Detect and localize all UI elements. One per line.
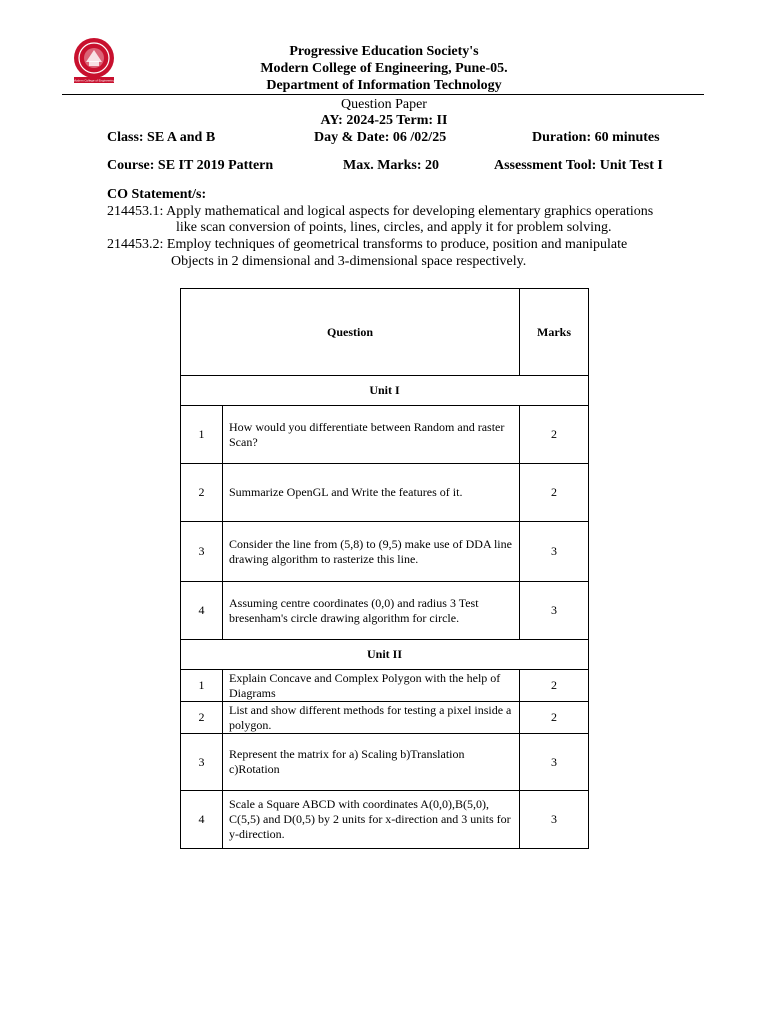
question-column-header: Question <box>181 289 520 376</box>
question-marks: 2 <box>520 406 589 464</box>
question-text: Summarize OpenGL and Write the features of it. <box>223 464 520 522</box>
question-marks: 3 <box>520 791 589 849</box>
table-row <box>181 406 589 464</box>
question-number: 3 <box>181 522 223 582</box>
question-text: Assuming centre coordinates (0,0) and radius 3 Test bresenham's circle drawing algorithm for circle. <box>223 582 520 640</box>
question-text: Represent the matrix for a) Scaling b)Translation c)Rotation <box>223 734 520 791</box>
unit-title: Unit II <box>181 640 589 670</box>
question-number: 4 <box>181 582 223 640</box>
co-statement-2 <box>107 237 627 253</box>
question-marks: 3 <box>520 522 589 582</box>
question-text: Consider the line from (5,8) to (9,5) make use of DDA line drawing algorithm to rasterize this line. <box>223 522 520 582</box>
table-row <box>181 670 589 702</box>
table-header-row <box>181 289 589 376</box>
table-row <box>181 702 589 734</box>
unit-row <box>181 640 589 670</box>
college-name: Modern College of Engineering, Pune-05. <box>260 61 508 76</box>
header-rule <box>62 94 704 95</box>
question-number: 2 <box>181 702 223 734</box>
question-number: 4 <box>181 791 223 849</box>
assessment-tool-info: Assessment Tool: Unit Test I <box>494 158 663 173</box>
co-code: 214453.1 <box>107 204 160 219</box>
question-text: How would you differentiate between Random and raster Scan? <box>223 406 520 464</box>
question-text: Explain Concave and Complex Polygon with the help of Diagrams <box>223 670 520 702</box>
paper-title: Question Paper <box>341 97 427 112</box>
question-number: 3 <box>181 734 223 791</box>
ay-term: AY: 2024-25 Term: II <box>320 113 448 128</box>
question-marks: 3 <box>520 582 589 640</box>
unit-row <box>181 376 589 406</box>
co-text: : Apply mathematical and logical aspects for developing elementary graphics operations <box>159 204 654 219</box>
max-marks-info: Max. Marks: 20 <box>343 158 440 173</box>
co-statement-1 <box>107 204 653 220</box>
table-row <box>181 791 589 849</box>
date-info: Day & Date: 06 /02/25 <box>314 130 447 145</box>
class-info: Class: SE A and B <box>107 130 216 145</box>
table-row <box>181 522 589 582</box>
unit-title: Unit I <box>181 376 589 406</box>
table-row <box>181 464 589 522</box>
question-text: Scale a Square ABCD with coordinates A(0,0),B(5,0), C(5,5) and D(0,5) by 2 units for x-direction and 3 units for y-direction. <box>223 791 520 849</box>
department-name: Department of Information Technology <box>266 78 502 93</box>
question-number: 1 <box>181 670 223 702</box>
question-marks: 3 <box>520 734 589 791</box>
question-number: 2 <box>181 464 223 522</box>
course-info: Course: SE IT 2019 Pattern <box>107 158 274 173</box>
co-statement-2-cont: Objects in 2 dimensional and 3-dimensional space respectively. <box>171 254 527 269</box>
co-code: 214453.2 <box>107 237 160 252</box>
marks-column-header: Marks <box>520 289 589 376</box>
question-text: List and show different methods for testing a pixel inside a polygon. <box>223 702 520 734</box>
question-marks: 2 <box>520 464 589 522</box>
society-name: Progressive Education Society's <box>289 44 479 59</box>
table-row <box>181 582 589 640</box>
duration-info: Duration: 60 minutes <box>532 130 660 145</box>
co-statement-1-cont: like scan conversion of points, lines, circles, and apply it for problem solving. <box>176 220 612 235</box>
question-marks: 2 <box>520 702 589 734</box>
logo-text: Modern College of Engineering <box>73 78 115 83</box>
question-number: 1 <box>181 406 223 464</box>
table-row <box>181 734 589 791</box>
question-marks: 2 <box>520 670 589 702</box>
co-text: : Employ techniques of geometrical transforms to produce, position and manipulate <box>159 237 628 252</box>
question-table <box>180 288 589 849</box>
co-title: CO Statement/s: <box>107 187 207 202</box>
